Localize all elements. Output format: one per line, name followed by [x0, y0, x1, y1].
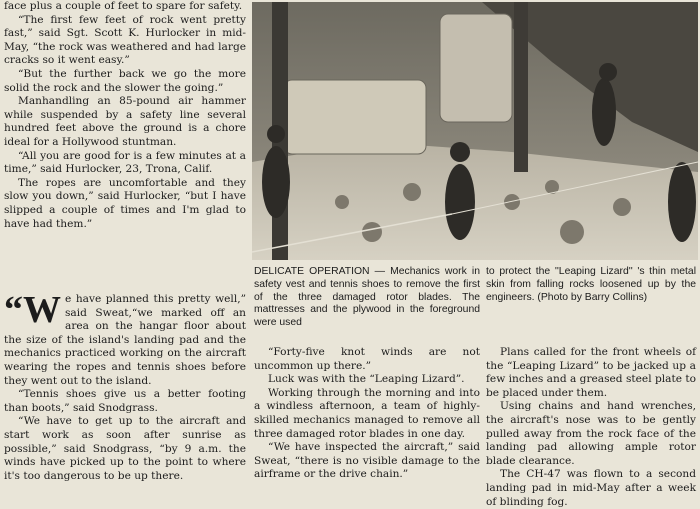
news-photo — [252, 2, 698, 260]
paragraph: “Tennis shoes give us a better footing than boots,” said Snodgrass. — [4, 388, 246, 414]
article-column-right — [486, 346, 696, 509]
paragraph-with-dropcap — [4, 289, 246, 388]
paragraph-text: e have planned this pretty well,” said Sweat,“we marked off an area on the hangar floor about the size of the island's landing pad and the mechanics practiced working on the aircraft wearing the ropes and tennis shoes before they went out to the island. — [4, 293, 246, 387]
paragraph: Using chains and hand wrenches, the aircraft's nose was to be gently pulled away from the rock face of the landing pad allowing ample rotor blade clearance. — [486, 400, 696, 467]
caption-text: Mechanics work in safety vest and tennis shoes to remove the first of the three damaged rotor blades. The mattresses and the plywood in the foreground were used — [254, 266, 480, 329]
paragraph: “The first few feet of rock went pretty fast,” said Sgt. Scott K. Hurlocker in mid-May, “the rock was weathered and had large cracks so it went easy.” — [4, 13, 246, 67]
paragraph: “Forty-five knot winds are not uncommon up there.” — [254, 346, 480, 372]
caption-text: to protect the ''Leaping Lizard'' 's thin metal skin from falling rocks loosened up by the engineers. (Photo by Barry Collins) — [486, 266, 696, 303]
article-column-left-top — [4, 0, 246, 231]
paragraph: “All you are good for is a few minutes at a time,” said Hurlocker, 23, Trona, Calif. — [4, 149, 246, 176]
paragraph: Working through the morning and into a windless afternoon, a team of highly-skilled mechanics managed to remove all three damaged rotor blades in one day. — [254, 386, 480, 440]
paragraph: “But the further back we go the more solid the rock and the slower the going.” — [4, 67, 246, 94]
photo-caption-right — [486, 266, 696, 304]
article-column-left-bottom — [4, 289, 246, 483]
paragraph: Luck was with the “Leaping Lizard”. — [268, 373, 465, 386]
paragraph: “We have to get up to the aircraft and start work as soon after sunrise as possible,” said Snodgrass, “by 9 a.m. the winds have picked up to the point to where it's too dangerous to be up there. — [4, 415, 246, 482]
paragraph: The ropes are uncomfortable and they slow you down,” said Hurlocker, “but I have slipped a couple of times and I'm glad to have had them.” — [4, 176, 246, 230]
paragraph: Manhandling an 85-pound air hammer while suspended by a safety line several hundred feet above the ground is a chore ideal for a Hollywood stuntman. — [4, 95, 246, 148]
photo-caption-left — [254, 266, 480, 330]
paragraph: face plus a couple of feet to spare for safety. — [4, 0, 243, 12]
paragraph: “We have inspected the aircraft,” said Sweat, “there is no visible damage to the airframe or the drive chain.” — [254, 441, 480, 481]
paragraph: Plans called for the front wheels of the “Leaping Lizard” to be jacked up a few inches and a greased steel plate to be placed under them. — [486, 346, 696, 399]
caption-lead: DELICATE OPERATION — — [254, 266, 386, 277]
drop-cap: “W — [4, 289, 61, 331]
article-column-middle — [254, 346, 480, 482]
photo-illustration — [252, 2, 698, 260]
paragraph: The CH-47 was flown to a second landing pad in mid-May after a week of blinding fog. — [486, 468, 696, 508]
